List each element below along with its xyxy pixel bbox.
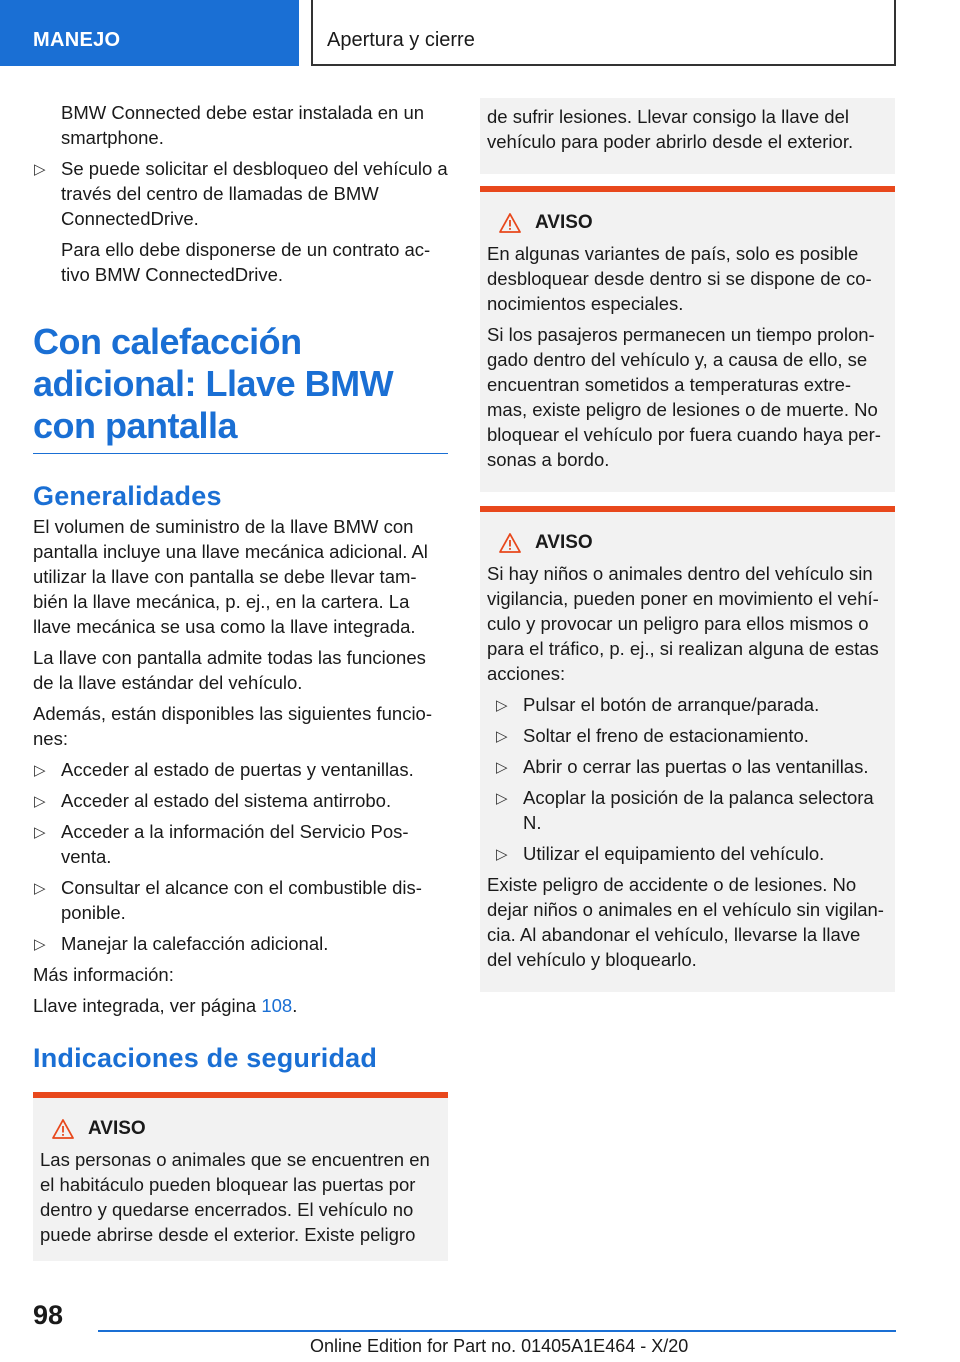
warning-header: AVISO	[487, 210, 888, 235]
section-tab: MANEJO	[0, 0, 299, 66]
triangle-bullet-icon: ▷	[496, 846, 508, 863]
warning-triangle-icon	[52, 1119, 74, 1139]
warning-box	[33, 1092, 448, 1261]
triangle-bullet-icon: ▷	[34, 793, 46, 810]
warning-triangle-icon	[499, 213, 521, 233]
list-item: ▷ Manejar la calefacción adicional.	[33, 931, 448, 956]
list-item: ▷ Acceder al estado del sistema antirrobo.	[33, 788, 448, 813]
warning-triangle-icon	[499, 533, 521, 553]
paragraph: Para ello debe disponerse de un contrato ac‐tivo BMW ConnectedDrive.	[61, 239, 431, 285]
warning-text: de sufrir lesiones. Llevar consigo la llave del vehículo para poder abrirlo desde el exterior.	[487, 106, 854, 152]
chapter-title: Apertura y cierre	[311, 0, 896, 66]
triangle-bullet-icon: ▷	[496, 697, 508, 714]
list-item: ▷ Pulsar el botón de arranque/parada.	[495, 692, 888, 717]
warning-text: Las personas o animales que se encuentren en el habitáculo pueden bloquear las puertas por dentro y quedarse encerrados. El vehículo no puede abrirse desde el exterior. Existe peligro	[40, 1149, 430, 1245]
cross-reference: Llave integrada, ver página 108.	[33, 995, 298, 1016]
list-item: ▷ Acceder al estado de puertas y ventanillas.	[33, 757, 448, 782]
paragraph: BMW Connected debe estar instalada en un smartphone.	[61, 102, 425, 148]
triangle-bullet-icon: ▷	[34, 161, 46, 178]
list-item: ▷ Soltar el freno de estacionamiento.	[495, 723, 888, 748]
triangle-bullet-icon: ▷	[34, 824, 46, 841]
footer-divider	[98, 1330, 896, 1332]
page-header	[0, 0, 960, 66]
paragraph: Más información:	[33, 964, 174, 985]
warning-header: AVISO	[487, 530, 888, 555]
paragraph: Además, están disponibles las siguientes funcio‐nes:	[33, 703, 433, 749]
subsection-heading: Generalidades	[33, 481, 222, 511]
warning-box	[480, 186, 895, 492]
paragraph: La llave con pantalla admite todas las funciones de la llave estándar del vehículo.	[33, 647, 426, 693]
section-heading: Con calefacción adicional: Llave BMW con pantalla	[33, 321, 448, 454]
page-number: 98	[33, 1300, 64, 1330]
page-link[interactable]: 108	[261, 995, 293, 1016]
list-item: ▷ Se puede solicitar el desbloqueo del vehículo a través del centro de llamadas de BMW ConnectedDrive.	[34, 158, 448, 229]
warning-text: Si los pasajeros permanecen un tiempo prolon‐gado dentro del vehículo y, a causa de ello, se encuentran sometidos a temperaturas extre‐mas, existe peligro de lesiones o de muerte. No bloquear el vehículo por fuera cuando haya per‐sonas a bordo.	[487, 324, 881, 470]
right-column	[480, 100, 895, 1006]
warning-text: En algunas variantes de país, solo es posible desbloquear desde dentro si se dispone de co‐nocimientos especiales.	[487, 243, 872, 314]
list-item: ▷ Acceder a la información del Servicio Pos‐venta.	[34, 821, 409, 867]
left-column	[33, 100, 448, 1275]
triangle-bullet-icon: ▷	[496, 790, 508, 807]
list-item: ▷ Consultar el alcance con el combustible dis‐ponible.	[34, 877, 422, 923]
warning-text: Existe peligro de accidente o de lesiones. No dejar niños o animales en el vehículo sin vigilan‐cia. Al abandonar el vehículo, llevarse la llave del vehículo y bloquearlo.	[487, 874, 884, 970]
list-item: ▷ Abrir o cerrar las puertas o las ventanillas.	[495, 754, 888, 779]
subsection-heading: Indicaciones de seguridad	[33, 1043, 378, 1073]
warning-continuation	[480, 98, 895, 174]
list-item: ▷ Acoplar la posición de la palanca selectora N.	[496, 787, 874, 833]
warning-header: AVISO	[40, 1116, 441, 1141]
triangle-bullet-icon: ▷	[496, 728, 508, 745]
triangle-bullet-icon: ▷	[496, 759, 508, 776]
warning-box	[480, 506, 895, 992]
list-item: ▷ Utilizar el equipamiento del vehículo.	[495, 841, 888, 866]
triangle-bullet-icon: ▷	[34, 880, 46, 897]
triangle-bullet-icon: ▷	[34, 762, 46, 779]
triangle-bullet-icon: ▷	[34, 936, 46, 953]
edition-text: Online Edition for Part no. 01405A1E464 - X/20	[310, 1336, 689, 1356]
warning-text: Si hay niños o animales dentro del vehículo sin vigilancia, pueden poner en movimiento el vehí‐culo y provocar un peligro para ellos mismos o para el tráfico, p. ej., si realizan alguna de estas acciones:	[487, 563, 879, 684]
paragraph: El volumen de suministro de la llave BMW con pantalla incluye una llave mecánica adicional. Al utilizar la llave con pantalla se debe llevar tam‐bién la llave mecánica, p. ej., en la cartera. La llave mecánica se usa como la llave integrada.	[33, 516, 428, 637]
